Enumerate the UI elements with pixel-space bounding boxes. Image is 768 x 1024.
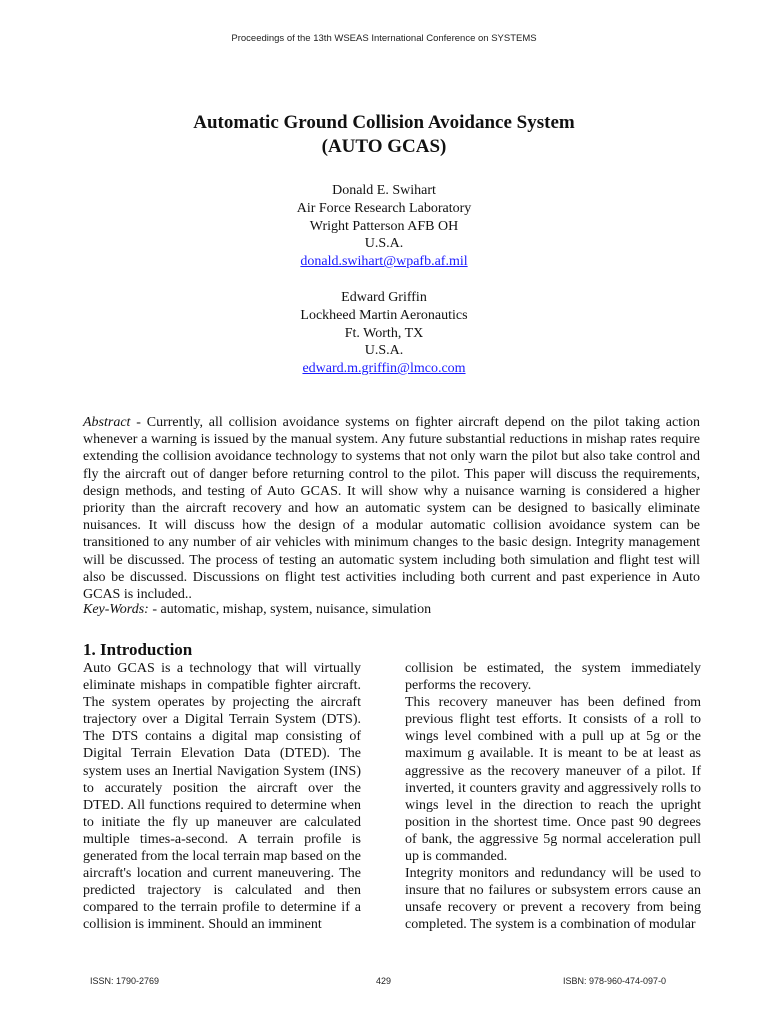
author-1-org: Air Force Research Laboratory (296, 200, 472, 216)
author-block (0, 182, 768, 378)
author-2-country: U.S.A. (364, 343, 404, 359)
page-number: 429 (376, 976, 392, 986)
paragraph: This recovery maneuver has been defined from previous flight test efforts. It consists of a roll to wings level combined with a pull up at 5g or the maximum g available. It is meant to be at least as aggressive as the recovery maneuver of a pilot. If inverted, it counters gravity and aggressively rolls to wings level in the direction to reach the upright position in the shortest time. Once past 90 degrees of bank, the aggressive 5g normal acceleration pull up is commanded. (405, 695, 701, 865)
paragraph: Auto GCAS is a technology that will virtually eliminate mishaps in compatible fighter aircraft. The system operates by projecting the aircraft trajectory over a Digital Terrain System (DTS). The DTS contains a digital map consisting of Digital Terrain Elevation Data (DTED). The system uses an Inertial Navigation System (INS) to accurately position the aircraft over the DTED. All functions required to determine when to initiate the fly up maneuver are calculated multiple times-a-second. A terrain profile is generated from the local terrain map based on the aircraft's location and current maneuvering. The predicted trajectory is calculated and then compared to the terrain profile to determine if a collision is imminent. Should an imminent (83, 661, 361, 933)
keywords-text: - automatic, mishap, system, nuisance, simulation (148, 602, 432, 617)
author-1-country: U.S.A. (364, 236, 404, 252)
page-footer (0, 976, 768, 990)
body-column-right (405, 660, 701, 934)
footer-issn: ISSN: 1790-2769 (90, 976, 160, 986)
paragraph: collision be estimated, the system immediately performs the recovery. (405, 661, 701, 694)
abstract (83, 414, 700, 603)
title-line-1: Automatic Ground Collision Avoidance System (193, 112, 575, 133)
abstract-text: - Currently, all collision avoidance systems on fighter aircraft depend on the pilot taking action whenever a warning is issued by the manual system. Any future substantial reductions in mishap rates require extending the collision avoidance technology to systems that not only warn the pilot but also take control and fly the aircraft out of danger before returning control to the pilot. This paper will discuss the requirements, design methods, and testing of Auto GCAS. It will show why a nuisance warning is considered a higher priority than the aircraft recovery and how an automatic system can be designed to basically eliminate nuisances. It will discuss how the design of a modular automatic collision avoidance system can be transitioned to any number of air vehicles with minimum changes to the basic design. Integrity management will be discussed. The process of testing an automatic system including both simulation and flight test will also be discussed. Discussions on flight test activities including both current and past experience in Auto GCAS is included.. (83, 415, 700, 603)
section-heading-introduction: 1. Introduction (83, 640, 193, 659)
author-1-location: Wright Patterson AFB OH (309, 218, 459, 234)
author-2-org: Lockheed Martin Aeronautics (300, 307, 468, 323)
author-2-email-link[interactable]: edward.m.griffin@lmco.com (302, 361, 466, 377)
author-2-name: Edward Griffin (341, 289, 427, 305)
paper-title (0, 111, 768, 159)
author-1-email-link[interactable]: donald.swihart@wpafb.af.mil (300, 254, 468, 270)
keywords (83, 601, 700, 618)
author-2-location: Ft. Worth, TX (344, 325, 424, 341)
keywords-label: Key-Words: (83, 602, 149, 617)
author-1-name: Donald E. Swihart (332, 183, 436, 198)
footer-isbn: ISBN: 978-960-474-097-0 (563, 976, 667, 986)
title-line-2: (AUTO GCAS) (321, 136, 447, 157)
body-column-left (83, 660, 361, 934)
paragraph: Integrity monitors and redundancy will be used to insure that no failures or subsystem errors cause an unsafe recovery or prevent a recovery from being completed. The system is a combination of modular (405, 866, 701, 933)
proceedings-header: Proceedings of the 13th WSEAS International Conference on SYSTEMS (231, 33, 537, 44)
abstract-label: Abstract (83, 415, 131, 430)
